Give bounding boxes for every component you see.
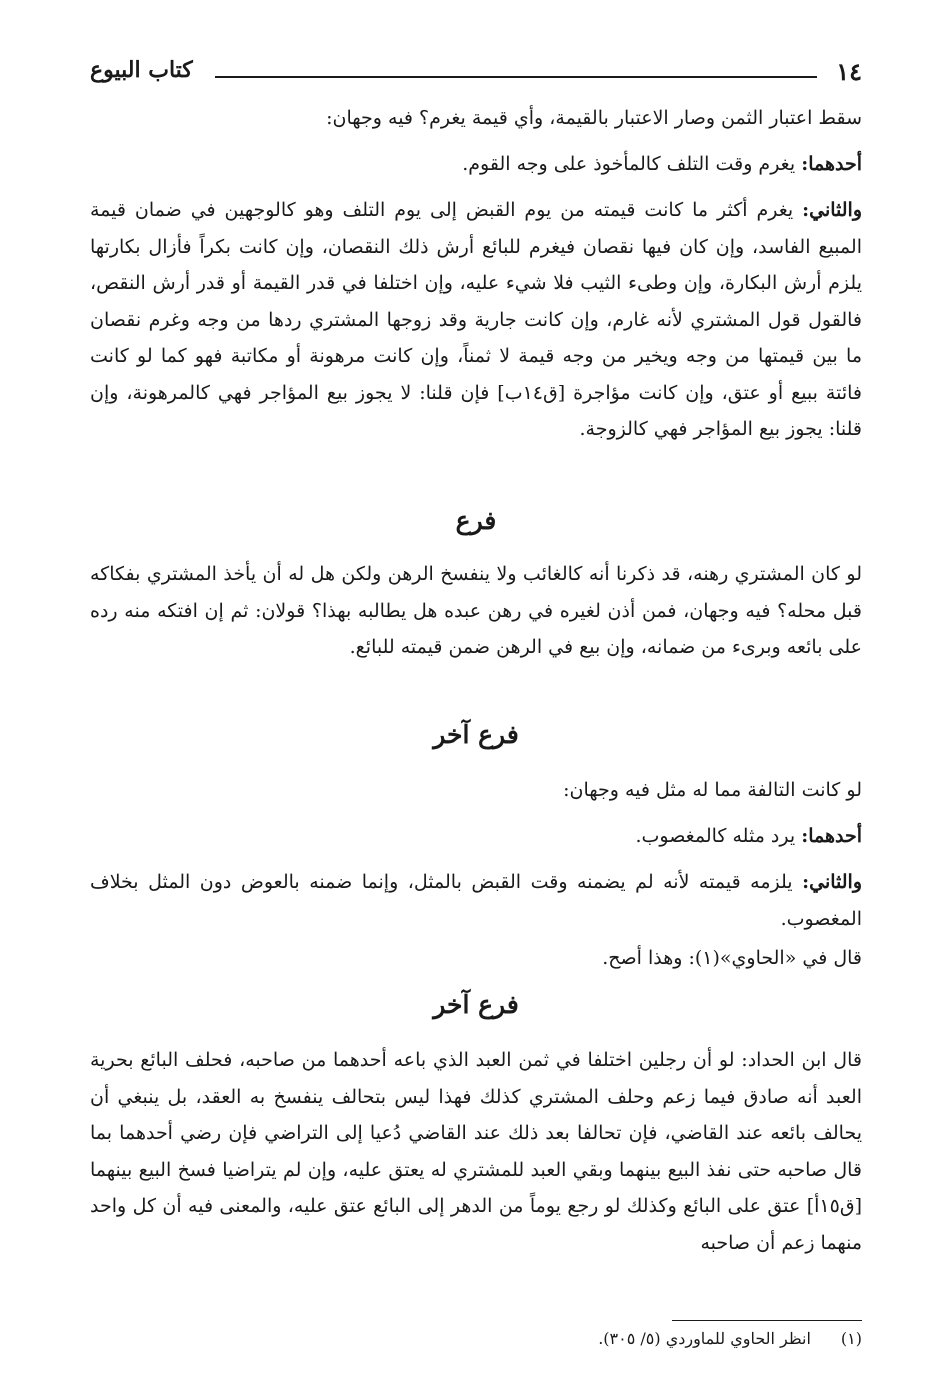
second-view-label: والثاني: — [802, 199, 862, 221]
fungible-first-text: يرد مثله كالمغصوب. — [635, 825, 802, 847]
footnote-text: انظر الحاوي للماوردي (٥/ ٣٠٥). — [598, 1329, 811, 1348]
section-heading-far: فرع — [455, 506, 497, 535]
page-header — [90, 55, 862, 95]
second-view-text: يغرم أكثر ما كانت قيمته من يوم القبض إلى يوم التلف وهو كالوجهين في ضمان قيمة المبيع الفاسد، وإن كان فيها نقصان فيغرم للبائع أرش ذلك النقصان، وإن كانت بكراً فأزال بكارتها يلزم أرش البكارة، وإن وطىء الثيب فلا شيء عليه، وإن اختلفا في قدر القيمة أو قدر أرش النقص، فالقول قول المشتري لأنه غارم، وإن كانت جارية وقد زوجها المشتري ردها من وجه وغرم نقصان ما بين قيمتها من وجه ويخير من وجه قيمة لا ثمناً، وإن كانت مرهونة أو مكاتبة فهو كما لو كانت فائتة ببيع أو عتق، وإن كانت مؤاجرة [ق١٤ب] فإن قلنا: لا يجوز بيع المؤاجر فهي كالمرهونة، وإن قلنا: يجوز بيع المؤاجر فهي كالزوجة. — [90, 199, 863, 440]
section-heading-far-akhar-2: فرع آخر — [433, 990, 519, 1019]
paragraph-first-view — [90, 146, 862, 183]
paragraph-hawi-quote: قال في «الحاوي»(١): وهذا أصح. — [602, 947, 862, 969]
running-title: كتاب البيوع — [90, 57, 193, 83]
footnote-number: (١) — [840, 1329, 862, 1348]
first-view-label: أحدهما: — [801, 153, 862, 175]
page-number: ١٤ — [836, 57, 862, 86]
paragraph-fungible: لو كانت التالفة مما له مثل فيه وجهان: — [563, 779, 862, 801]
paragraph-fungible-first — [90, 818, 862, 855]
fungible-second-text: يلزمه قيمته لأنه لم يضمنه وقت القبض بالمثل، وإنما ضمنه بالعوض دون المثل بخلاف المغصوب. — [90, 871, 862, 930]
fungible-first-label: أحدهما: — [801, 825, 862, 847]
fungible-second-label: والثاني: — [802, 871, 862, 893]
paragraph-pledge: لو كان المشتري رهنه، قد ذكرنا أنه كالغائب ولا ينفسخ الرهن ولكن هل له أن يأخذ المشتري بفكاكه قبل محله؟ فيه وجهان، فمن أذن لغيره في رهن عبده هل يطالبه بهذا؟ قولان: ثم إن افتكه منه رده على بائعه وبرىء من ضمانه، وإن بيع في الرهن ضمن قيمته للبائع. — [90, 563, 862, 658]
footnote — [90, 1327, 862, 1351]
section-heading-far-akhar-1: فرع آخر — [433, 720, 519, 749]
paragraph-second-view — [90, 192, 862, 448]
paragraph-fungible-second — [90, 864, 862, 937]
footnote-rule — [672, 1320, 862, 1321]
header-rule — [215, 76, 817, 78]
paragraph-ibn-haddad: قال ابن الحداد: لو أن رجلين اختلفا في ثمن العبد الذي باعه أحدهما من صاحبه، فحلف البائع بحرية العبد أنه صادق فيما زعم وحلف المشتري كذلك فهذا ليس بتحالف ينفسخ به العقد، بل ينبغي أن يحالف بائعه عند القاضي، فإن تحالفا بعد ذلك عند القاضي دُعيا إلى التراضي فإن رضي أحدهما بما قال صاحبه حتى نفذ البيع بينهما وبقي العبد للمشتري له يعتق عليه، وإن لم يتراضيا فسخ البيع بينهما [ق١٥أ] عتق على البائع وكذلك لو رجع يوماً من الدهر إلى البائع عتق عليه، والمعنى فيه أن كل واحد منهما زعم أن صاحبه — [90, 1049, 862, 1254]
first-view-text: يغرم وقت التلف كالمأخوذ على وجه القوم. — [462, 153, 802, 175]
paragraph-intro: سقط اعتبار الثمن وصار الاعتبار بالقيمة، وأي قيمة يغرم؟ فيه وجهان: — [326, 107, 862, 129]
